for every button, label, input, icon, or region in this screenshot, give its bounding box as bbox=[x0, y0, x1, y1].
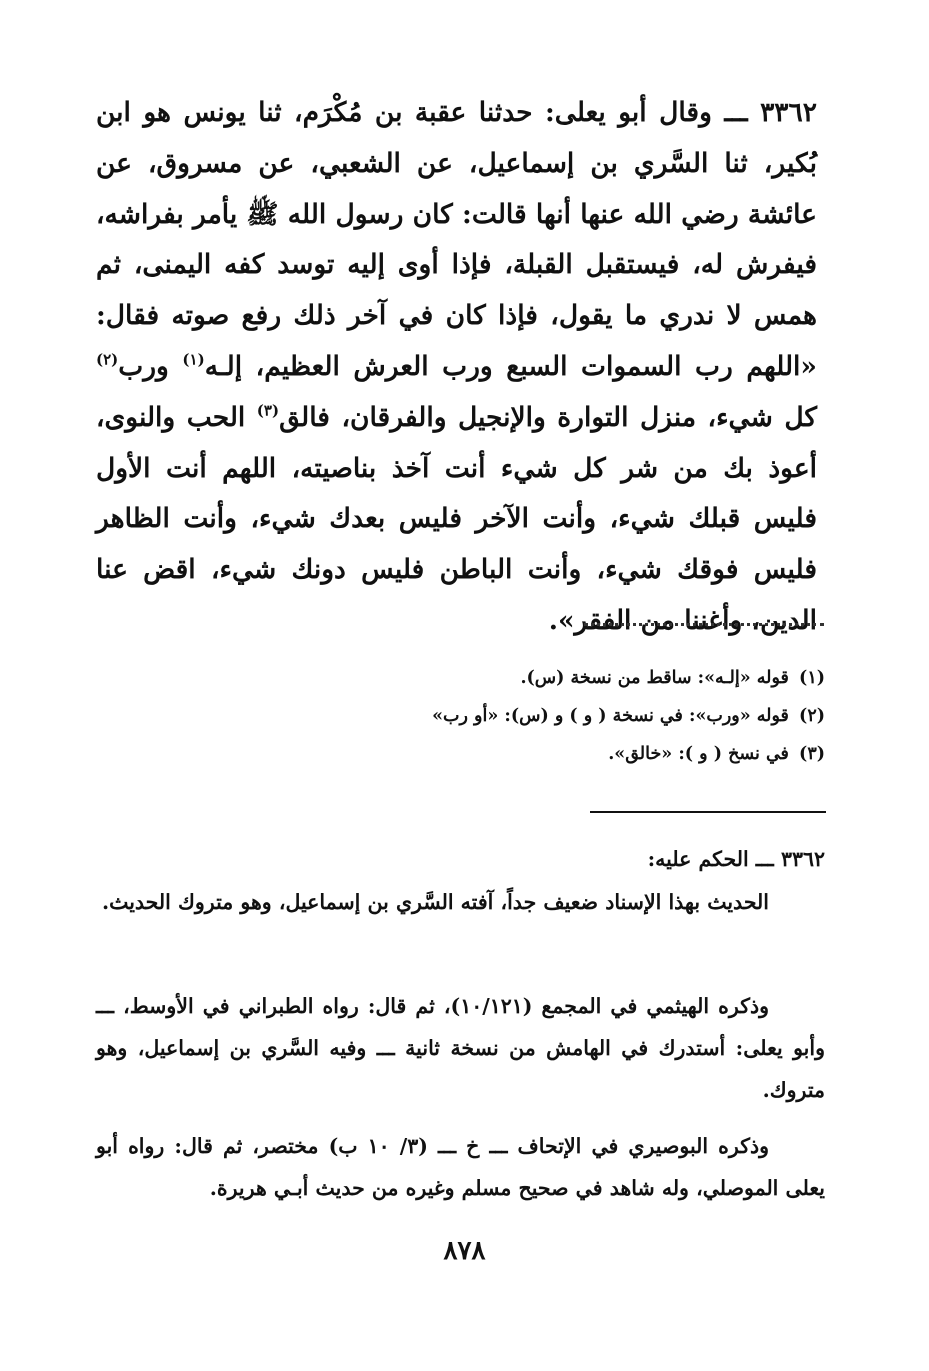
footnote-text: قوله «ورب»: في نسخة ( و ) و (س): «أو رب» bbox=[432, 706, 789, 726]
footnote-ref-1[interactable]: (١) bbox=[182, 350, 205, 369]
footnote-text: في نسخ ( و ): «خالق». bbox=[608, 744, 789, 764]
commentary-heading: ٣٣٦٢ ـــ الحكم عليه: bbox=[647, 847, 825, 871]
footnote-2 bbox=[160, 703, 825, 729]
commentary-paragraph-2: وذكره الهيثمي في المجمع (١٠/١٢١)، ثم قال: رواه الطبراني في الأوسط، ـــ وأبو يعلى: أستدرك في الهامش من نسخة ثانية ـــ وفيه السَّري بن إسماعيل، وهو متروك. bbox=[96, 994, 825, 1102]
hadith-number: ٣٣٦٢ bbox=[760, 97, 817, 128]
footnote-ref-2[interactable]: (٢) bbox=[96, 350, 119, 369]
hadith-text-part: الحب والنوى، أعوذ بك من شر كل شيء أنت آخذ بناصيته، اللهم أنت الأول فليس قبلك شيء، وأنت الآخر فليس بعدك شيء، وأنت الظاهر فليس فوقك شيء، وأنت الباطن فليس دونك شيء، اقض عنا الدين، وأغننا من الفقر». bbox=[96, 401, 817, 636]
footnote-ref-3[interactable]: (٣) bbox=[256, 401, 280, 420]
footnote-3 bbox=[160, 741, 825, 767]
hadith-paragraph bbox=[96, 88, 817, 647]
section-divider bbox=[590, 811, 826, 813]
footnote-number: (٢) bbox=[799, 706, 825, 726]
hadith-text-part: ورب bbox=[118, 350, 183, 382]
footnote-separator bbox=[584, 623, 824, 626]
footnote-1 bbox=[160, 665, 825, 691]
page-number: ٨٧٨ bbox=[443, 1236, 486, 1266]
commentary-paragraph-3: وذكره البوصيري في الإتحاف ـــ خ ـــ (٣/ ١٠ ب) مختصر، ثم قال: رواه أبو يعلى الموصلي، وله شاهد في صحيح مسلم وغيره من حديث أبـي هريرة. bbox=[96, 1134, 825, 1200]
hadith-text-part: ـــ وقال أبو يعلى: حدثنا عقبة بن مُكْرَم، ثنا يونس هو ابن بُكير، ثنا السَّري بن إسماعيل، عن الشعبي، عن مسروق، عن عائشة رضي الله عنها أنها قالت: كان رسول الله ﷺ يأمر بفراشه، فيفرش له، فيستقبل القبلة، فإذا أوى إليه توسد كفه اليمنى، ثم همس لا ندري ما يقول، فإذا كان في آخر ذلك رفع صوته فقال: «اللهم رب السموات السبع ورب العرش العظيم، إلـه bbox=[96, 97, 817, 382]
footnote-text: قوله «إلـه»: ساقط من نسخة (س). bbox=[520, 668, 789, 688]
hadith-text-part: كل شيء، منزل التوارة والإنجيل والفرقان، فالق bbox=[279, 401, 818, 433]
footnote-number: (١) bbox=[799, 668, 825, 688]
commentary-paragraph-1: الحديث بهذا الإسناد ضعيف جداً، آفته السَّري بن إسماعيل، وهو متروك الحديث. bbox=[101, 890, 769, 914]
footnote-number: (٣) bbox=[799, 744, 825, 764]
